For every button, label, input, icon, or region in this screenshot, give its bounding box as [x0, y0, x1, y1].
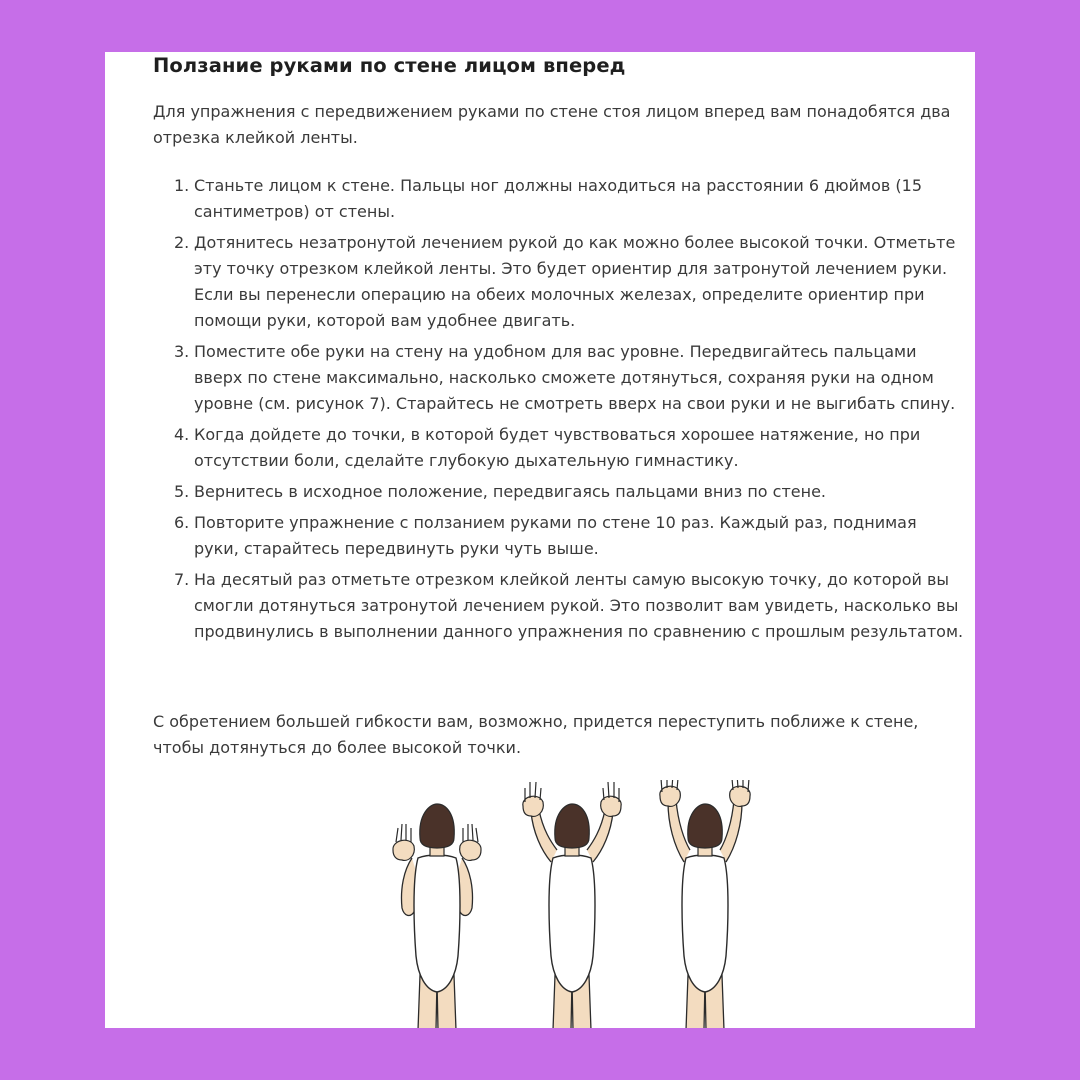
list-item: [153, 510, 965, 562]
step-text: Дотянитесь незатронутой лечением рукой до как можно более высокой точки. Отметьте эту точку отрезком клейкой ленты. Это будет ориентир для затронутой лечением руки. Если вы перенесли операцию на обеих молочных железах, определите ориентир при помощи руки, которой вам удобнее двигать.: [194, 233, 956, 330]
list-item: [153, 422, 965, 474]
list-item: [153, 479, 965, 505]
step-number: 2.: [174, 233, 190, 252]
step-number: 4.: [174, 425, 190, 444]
figure-hands-mid: [523, 782, 621, 1028]
list-item: [153, 567, 965, 645]
outro-paragraph: С обретением большей гибкости вам, возможно, придется переступить поближе к стене, чтобы дотянуться до более высокой точки.: [153, 712, 919, 757]
step-text: Повторите упражнение с ползанием руками по стене 10 раз. Каждый раз, поднимая руки, старайтесь передвинуть руки чуть выше.: [194, 513, 917, 558]
step-number: 1.: [174, 176, 190, 195]
document-page: [105, 52, 975, 1028]
list-item: [153, 230, 965, 334]
step-text: Когда дойдете до точки, в которой будет чувствоваться хорошее натяжение, но при отсутствии боли, сделайте глубокую дыхательную гимнастику.: [194, 425, 921, 470]
step-text: Станьте лицом к стене. Пальцы ног должны находиться на расстоянии 6 дюймов (15 сантиметров) от стены.: [194, 176, 922, 221]
page-title: Ползание руками по стене лицом вперед: [153, 54, 626, 77]
list-item: [153, 339, 965, 417]
figure-hands-low: [393, 804, 481, 1028]
step-number: 3.: [174, 342, 190, 361]
step-text: На десятый раз отметьте отрезком клейкой ленты самую высокую точку, до которой вы смогли дотянуться затронутой лечением рукой. Это позволит вам увидеть, насколько вы продвинулись в выполнении данного упражнения по сравнению с прошлым результатом.: [194, 570, 964, 641]
step-number: 7.: [174, 570, 190, 589]
list-item: [153, 173, 965, 225]
step-number: 6.: [174, 513, 190, 532]
intro-paragraph: Для упражнения с передвижением руками по стене стоя лицом вперед вам понадобятся два отрезка клейкой ленты.: [153, 102, 951, 147]
steps-list: [153, 173, 965, 650]
step-number: 5.: [174, 482, 190, 501]
step-text: Поместите обе руки на стену на удобном для вас уровне. Передвигайтесь пальцами вверх по стене максимально, насколько сможете дотянуться, сохраняя руки на одном уровне (см. рисунок 7). Старайтесь не смотреть вверх на свои руки и не выгибать спину.: [194, 342, 956, 413]
step-text: Вернитесь в исходное положение, передвигаясь пальцами вниз по стене.: [194, 482, 827, 501]
exercise-illustration: [360, 780, 760, 1028]
figure-hands-high: [660, 780, 750, 1028]
